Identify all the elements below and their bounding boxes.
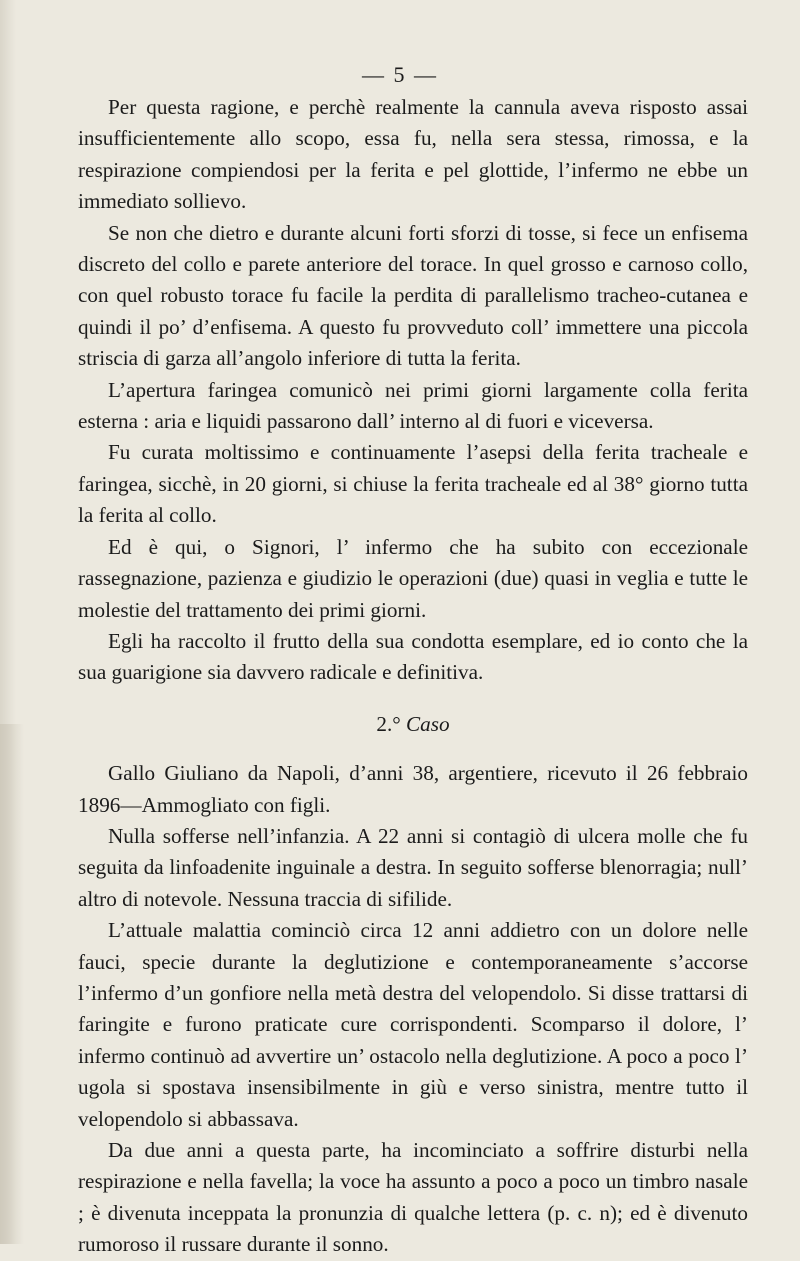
document-body <box>78 92 748 1261</box>
paragraph: Fu curata moltissimo e continuamente l’asepsi della ferita tracheale e faringea, sicchè, in 20 giorni, si chiuse la ferita tracheale ed al 38° giorno tutta la ferita al collo. <box>78 440 748 528</box>
case-heading-word: Caso <box>406 711 450 736</box>
paragraph: Nulla sofferse nell’infanzia. A 22 anni si contagiò di ulcera molle che fu seguita da linfoadenite inguinale a destra. In seguito sofferse blenorragia; null’ altro di notevole. Nessuna traccia di sifilide. <box>78 823 748 911</box>
page-edge-shadow-bottom <box>0 724 24 1244</box>
paragraph: Se non che dietro e durante alcuni forti sforzi di tosse, si fece un enfisema discreto del collo e parete anteriore del torace. In quel grosso e carnoso collo, con quel robusto torace fu facile la perdita di parallelismo tracheo-cutanea e quindi il po’ d’enfisema. A questo fu provveduto coll’ immettere una piccola striscia di garza all’angolo inferiore di tutta la ferita. <box>78 220 748 371</box>
paragraph: Gallo Giuliano da Napoli, d’anni 38, argentiere, ricevuto il 26 febbraio 1896—Ammogliato con figli. <box>78 761 748 817</box>
case-heading <box>78 709 748 740</box>
paragraph: Da due anni a questa parte, ha incominciato a soffrire disturbi nella respirazione e nella favella; la voce ha assunto a poco a poco un timbro nasale ; è divenuta inceppata la pronunzia di qualche lettera (p. c. n); ed è divenuto rumoroso il russare durante il sonno. <box>78 1138 748 1257</box>
page-number: — 5 — <box>362 62 438 87</box>
paragraph: L’attuale malattia cominciò circa 12 anni addietro con un dolore nelle fauci, specie durante la deglutizione e contemporaneamente s’accorse l’infermo d’un gonfiore nella metà destra del velopendolo. Si disse trattarsi di faringite e furono praticate cure corrispondenti. Scomparso il dolore, l’ infermo continuò ad avvertire un’ ostacolo nella deglutizione. A poco a poco l’ ugola si spostava insensibilmente in giù e verso sinistra, mentre tutto il velopendolo si abbassava. <box>78 918 748 1131</box>
paragraph: Per questa ragione, e perchè realmente la cannula aveva risposto assai insufficientemente allo scopo, essa fu, nella sera stessa, rimossa, e la respirazione compiendosi per la ferita e pel glottide, l’infermo ne ebbe un immediato sollievo. <box>78 95 748 214</box>
paragraph: Egli ha raccolto il frutto della sua condotta esemplare, ed io conto che la sua guarigione sia davvero radicale e definitiva. <box>78 628 748 685</box>
case-heading-number: 2.° <box>376 711 401 736</box>
paragraph: Ed è qui, o Signori, l’ infermo che ha subito con eccezionale rassegnazione, pazienza e giudizio le operazioni (due) quasi in veglia e tutte le molestie del trattamento dei primi giorni. <box>78 534 748 622</box>
paragraph: L’apertura faringea comunicò nei primi giorni largamente colla ferita esterna : aria e liquidi passarono dall’ interno al di fuori e viceversa. <box>78 377 748 434</box>
